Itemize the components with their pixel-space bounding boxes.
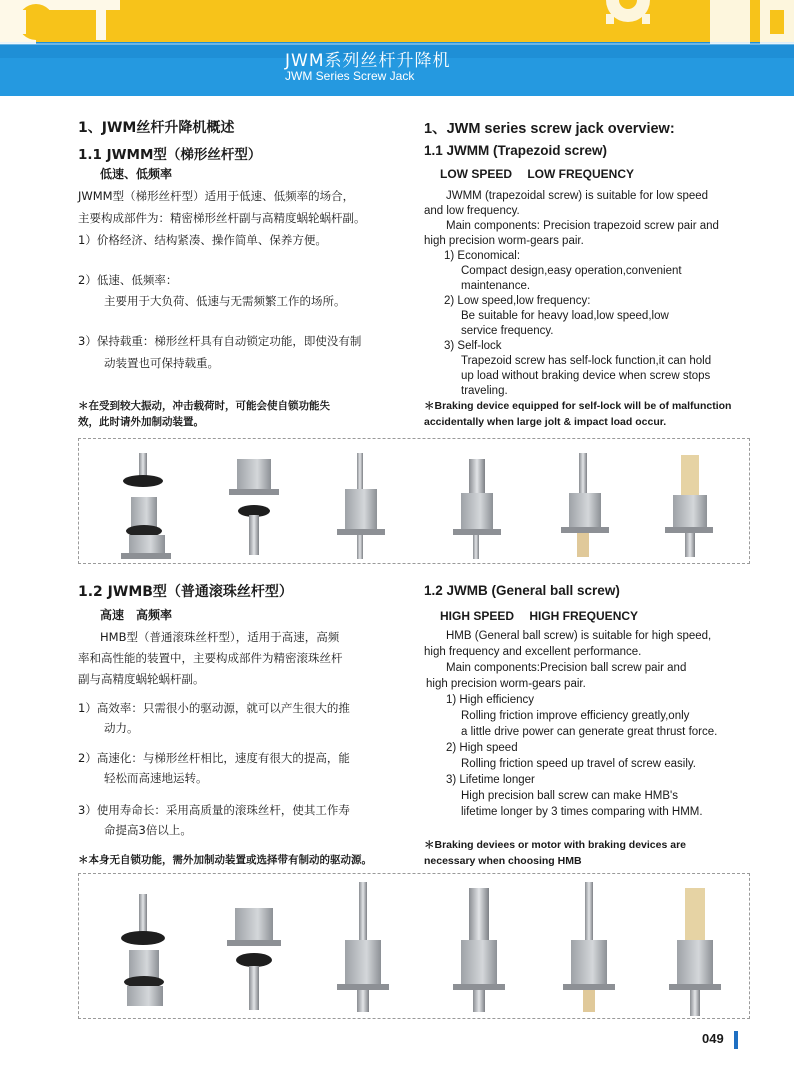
screw-jack-image [337,453,385,559]
right-s11-warning: accidentally when large jolt & impact load occur. [424,416,667,428]
left-s12-line: 副与高精度蜗轮蜗杆副。 [78,672,205,686]
right-s11-line: service frequency. [461,325,554,337]
right-section-title: 1、JWM series screw jack overview: [424,121,675,137]
left-section-title: 1、JWM丝杆升降机概述 [78,120,235,136]
screw-jack-image [665,455,713,557]
right-s12-warning: ＊Braking deviees or motor with braking devices are [424,839,687,851]
left-s11-line: 3）保持载重：梯形丝杆具有自动锁定功能，即使没有制 [78,334,362,348]
right-s11-line: up load without braking device when screw stops [461,370,711,382]
right-s12-line: 2) High speed [446,742,518,754]
right-s12-line: 1) High efficiency [446,694,534,706]
screw-jack-image [453,459,501,559]
screw-jack-image [121,453,171,559]
right-s12-line: high precision worm-gears pair. [426,678,586,690]
left-s11-warning: 效，此时请外加制动装置。 [78,416,204,428]
ball-screw-jack-image [121,894,165,1006]
header-title-cn: JWM系列丝杆升降机 [285,51,451,71]
left-s12-line: HMB型（普通滚珠丝杆型），适用于高速，高频 [100,630,340,644]
right-s12-line: Rolling friction speed up travel of screw easily. [461,758,697,770]
ball-screw-jack-image [453,888,505,1012]
right-s12-line: Main components:Precision ball screw pair and [446,662,687,674]
right-s11-line: Be suitable for heavy load,low speed,low [461,310,669,322]
ball-screw-jack-image [563,882,615,1012]
left-s12-line: 率和高性能的装置中，主要构成部件为精密滚珠丝杆 [78,651,343,665]
right-subsection-2-subtitle: HIGH SPEED HIGH FREQUENCY [440,609,639,623]
screw-jack-image [561,453,609,557]
right-s11-line: 3) Self-lock [444,340,502,352]
left-s12-line: 1）高效率：只需很小的驱动源，就可以产生很大的推 [78,701,350,715]
left-s11-line: 动装置也可保持载重。 [104,356,219,370]
left-subsection-2-title: 1.2 JWMB型（普通滚珠丝杆型） [78,584,293,600]
left-s12-line: 命提高3倍以上。 [104,823,192,837]
right-s12-line: HMB (General ball screw) is suitable for high speed, [446,630,712,642]
left-s12-line: 轻松而高速地运转。 [104,771,208,785]
screw-jack-image [229,459,279,555]
right-s12-line: high frequency and excellent performance. [424,646,642,658]
header-banner [0,0,794,96]
right-s12-line: lifetime longer by 3 times comparing with HMM. [461,806,703,818]
left-s12-line: 动力。 [104,721,139,735]
header-title-en: JWM Series Screw Jack [285,69,415,83]
right-s11-line: Trapezoid screw has self-lock function,it can hold [461,355,712,367]
right-s11-line: Compact design,easy operation,convenient [461,265,682,277]
ball-screw-jack-image [227,908,281,1010]
jwmm-product-photos [78,438,750,564]
right-s11-line: traveling. [461,385,508,397]
right-subsection-1-subtitle: LOW SPEED LOW FREQUENCY [440,167,635,181]
right-s12-line: Rolling friction improve efficiency greatly,only [461,710,690,722]
right-s11-line: high precision worm-gears pair. [424,235,584,247]
left-s11-warning: ＊在受到较大振动，冲击载荷时，可能会使自锁功能失 [78,400,330,412]
right-s11-line: JWMM (trapezoidal screw) is suitable for low speed [446,190,709,202]
right-s11-line: and low frequency. [424,205,520,217]
page-number-bar [734,1031,738,1049]
right-subsection-2-title: 1.2 JWMB (General ball screw) [424,583,620,598]
left-s11-line: JWMM型（梯形丝杆型）适用于低速、低频率的场合， [78,189,355,203]
right-s11-line: maintenance. [461,280,531,292]
left-subsection-1-subtitle: 低速、低频率 [100,167,173,181]
right-s12-warning: necessary when choosing HMB [424,855,582,867]
left-s12-line: 3）使用寿命长：采用高质量的滚珠丝杆，使其工作寿 [78,803,350,817]
page-number: 049 [702,1031,724,1046]
left-subsection-1-title: 1.1 JWMM型（梯形丝杆型） [78,147,262,163]
right-s12-line: a little drive power can generate great thrust force. [461,726,718,738]
right-s11-line: 1) Economical: [444,250,521,262]
left-s12-warning: ＊本身无自锁功能，需外加制动装置或选择带有制动的驱动源。 [78,854,372,866]
right-s11-line: Main components: Precision trapezoid screw pair and [446,220,719,232]
ball-screw-jack-image [669,888,721,1016]
jwmb-product-photos [78,873,750,1019]
left-s11-line: 2）低速、低频率： [78,273,178,287]
left-s11-line: 主要构成部件为：精密梯形丝杆副与高精度蜗轮蜗杆副。 [78,211,366,225]
right-s12-line: High precision ball screw can make HMB's [461,790,678,802]
left-s11-line: 1）价格经济、结构紧凑、操作简单、保养方便。 [78,233,327,247]
left-s11-line: 主要用于大负荷、低速与无需频繁工作的场所。 [104,294,346,308]
right-s12-line: 3) Lifetime longer [446,774,535,786]
left-s12-line: 2）高速化：与梯形丝杆相比，速度有很大的提高，能 [78,751,350,765]
right-s11-line: 2) Low speed,low frequency: [444,295,591,307]
right-s11-warning: ＊Braking device equipped for self-lock will be of malfunction [424,400,732,412]
right-subsection-1-title: 1.1 JWMM (Trapezoid screw) [424,143,608,158]
left-subsection-2-subtitle: 高速 高频率 [100,608,173,622]
ball-screw-jack-image [337,882,389,1012]
